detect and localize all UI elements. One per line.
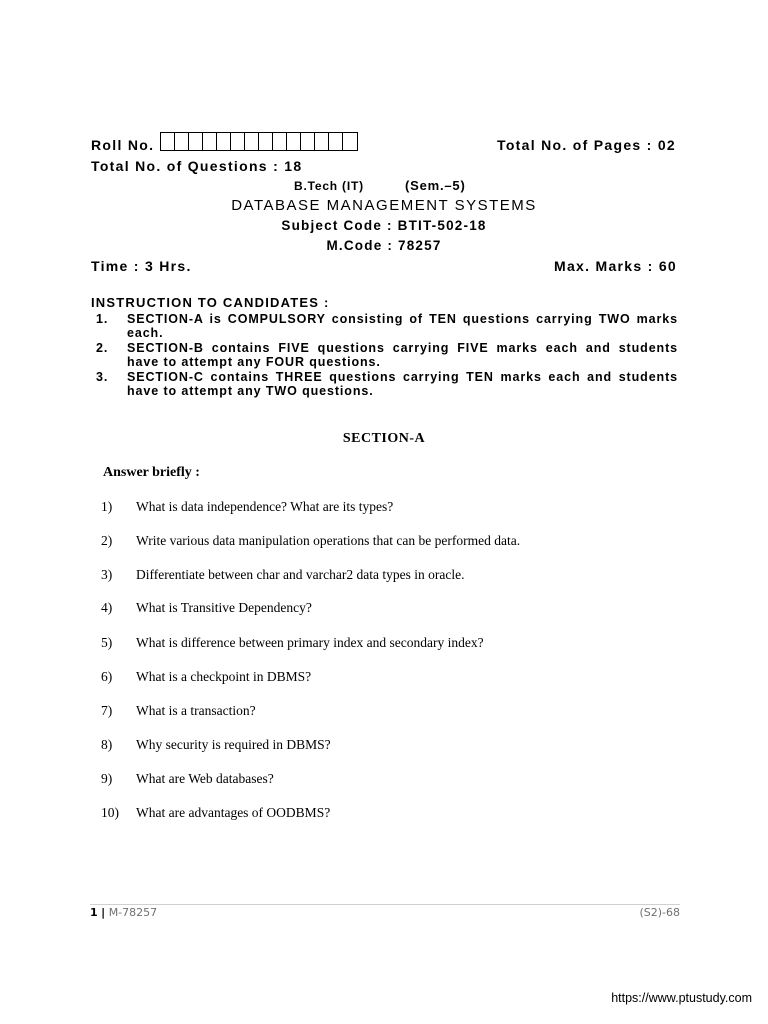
roll-number-box[interactable] [273,133,287,150]
footer-code: (S2)-68 [639,906,680,919]
question-item [101,669,311,685]
instruction-number: 3. [96,370,109,384]
footer-mcode: M-78257 [108,906,158,919]
question-number: 1) [101,499,113,514]
roll-number-box[interactable] [343,133,357,150]
instruction-text: SECTION-C contains THREE questions carrying TEN marks each and students have to attempt any TWO questions. [127,370,678,398]
instruction-number: 1. [96,312,109,326]
answer-briefly-label: Answer briefly : [103,465,200,480]
question-number: 8) [101,737,113,752]
question-number: 7) [101,703,113,718]
roll-number-box[interactable] [175,133,189,150]
roll-number-box[interactable] [301,133,315,150]
roll-number-box[interactable] [161,133,175,150]
roll-number-box[interactable] [203,133,217,150]
roll-number-box[interactable] [329,133,343,150]
question-number: 4) [101,600,113,615]
time-allowed: Time : 3 Hrs. [91,258,192,274]
subject-code: Subject Code : BTIT-502-18 [281,218,487,233]
roll-number-box[interactable] [189,133,203,150]
question-text: Differentiate between char and varchar2 data types in oracle. [136,567,465,582]
question-text: What is a checkpoint in DBMS? [136,669,312,684]
roll-number-box[interactable] [217,133,231,150]
question-text: Why security is required in DBMS? [136,737,331,752]
question-text: Write various data manipulation operations that can be performed data. [136,533,521,548]
roll-number-box[interactable] [259,133,273,150]
instruction-text: SECTION-B contains FIVE questions carrying FIVE marks each and students have to attempt any FOUR questions. [127,341,678,369]
total-pages: Total No. of Pages : 02 [497,137,676,153]
instructions-title: INSTRUCTION TO CANDIDATES : [91,295,330,310]
instruction-item [96,341,678,369]
question-number: 2) [101,533,113,548]
question-number: 6) [101,669,113,684]
roll-number-label: Roll No. [91,137,155,153]
subject-title: DATABASE MANAGEMENT SYSTEMS [231,197,537,214]
question-number: 3) [101,567,113,582]
instruction-item [96,312,678,340]
roll-number-boxes[interactable] [160,132,358,151]
question-item [101,771,274,787]
total-questions: Total No. of Questions : 18 [91,158,303,174]
question-item [101,567,464,583]
instruction-item [96,370,678,398]
question-text: What is data independence? What are its types? [136,499,394,514]
program: B.Tech (IT) [294,179,364,193]
roll-number-box[interactable] [287,133,301,150]
roll-number-box[interactable] [315,133,329,150]
instruction-text: SECTION-A is COMPULSORY consisting of TEN questions carrying TWO marks each. [127,312,678,340]
roll-number-box[interactable] [231,133,245,150]
question-item [101,600,312,616]
semester: (Sem.–5) [405,178,466,193]
max-marks: Max. Marks : 60 [554,258,677,274]
question-text: What are Web databases? [136,771,274,786]
website-url[interactable]: https://www.ptustudy.com [611,991,752,1005]
m-code: M.Code : 78257 [326,238,442,253]
instruction-number: 2. [96,341,109,355]
question-item [101,499,393,515]
page-number: 1 [90,906,98,919]
question-text: What is a transaction? [136,703,256,718]
footer-left [90,906,157,919]
question-number: 9) [101,771,113,786]
question-text: What are advantages of OODBMS? [136,805,331,820]
section-a-title: SECTION-A [342,431,426,446]
footer-separator: | [101,906,106,919]
question-item [101,805,330,821]
question-text: What is Transitive Dependency? [136,600,312,615]
question-number: 10) [101,805,119,820]
footer-divider [90,904,680,905]
roll-number-box[interactable] [245,133,259,150]
question-text: What is difference between primary index and secondary index? [136,635,484,650]
question-item [101,533,520,549]
question-item [101,737,331,753]
question-number: 5) [101,635,113,650]
question-item [101,635,484,651]
question-item [101,703,256,719]
